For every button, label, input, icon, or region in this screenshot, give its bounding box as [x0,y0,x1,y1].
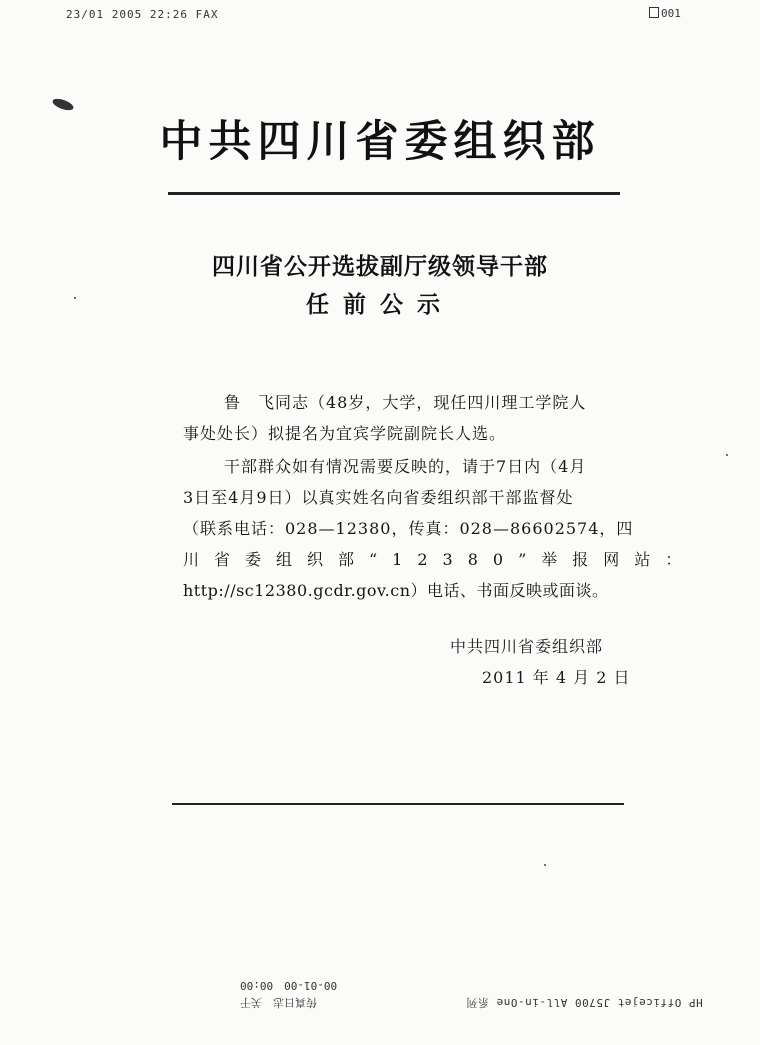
body-line: （联系电话：028—12380，传真：028—86602574，四 [183,519,634,538]
scan-speck [726,454,728,456]
body-line: 3日至4月9日）以真实姓名向省委组织部干部监督处 [183,488,574,507]
scan-speck [544,864,546,866]
signature-org: 中共四川省委组织部 [450,637,604,656]
signature-date: 2011 年 4 月 2 日 [482,668,631,687]
body-line: 干部群众如有情况需要反映的，请于7日内（4月 [224,457,587,476]
body-line-url: http://sc12380.gcdr.gov.cn）电话、书面反映或面谈。 [183,581,609,600]
page-number-text: 001 [661,7,681,20]
fax-footer-time: 00-01-00 00:00 [240,979,338,992]
notice-heading: 任前公示 [306,292,454,318]
org-title: 中共四川省委组织部 [159,117,601,167]
footer-divider [172,803,624,805]
body-line: 鲁 飞同志（48岁，大学，现任四川理工学院人 [224,393,587,412]
title-divider [168,192,620,195]
page-box-icon [649,7,659,18]
fax-footer-model: HP Officejet J5700 All-in-One 系列 [466,996,703,1009]
body-line: 川省委组织部“12380”举报网站： [183,550,697,569]
fax-footer-log: 传真日志 关于 [240,996,317,1009]
fax-page-number [649,7,681,20]
body-line: 事处处长）拟提名为宜宾学院副院长人选。 [183,424,507,443]
notice-subtitle: 四川省公开选拔副厅级领导干部 [212,254,548,280]
fax-header: 23/01 2005 22:26 FAX [66,8,219,21]
